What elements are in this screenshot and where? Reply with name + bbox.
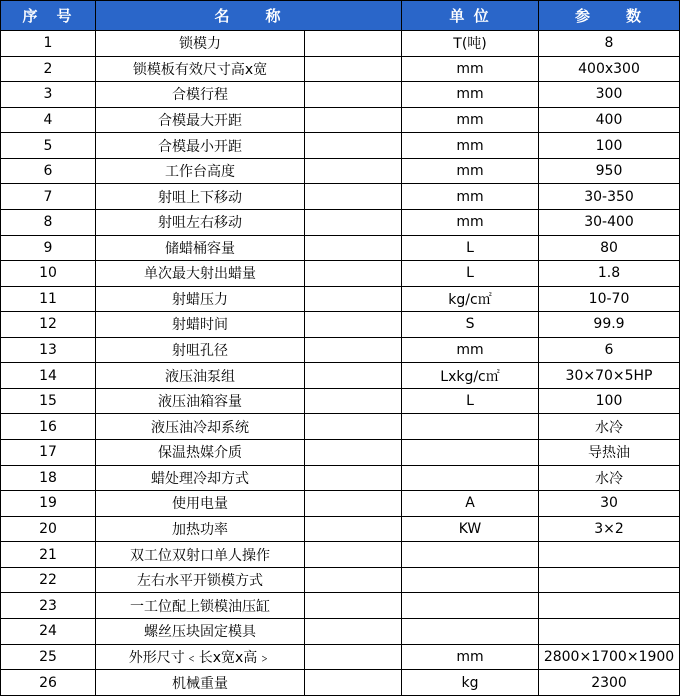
- row-param: 1.8: [539, 261, 680, 287]
- row-blank: [305, 209, 402, 235]
- row-param: 3×2: [539, 516, 680, 542]
- row-param: 2300: [539, 670, 680, 696]
- row-name: 外形尺寸﹤长x宽x高﹥: [96, 644, 305, 670]
- table-row: [1, 414, 680, 440]
- row-blank: [305, 491, 402, 517]
- row-blank: [305, 337, 402, 363]
- row-name: 蜡处理冷却方式: [96, 465, 305, 491]
- row-param: 80: [539, 235, 680, 261]
- row-name: 锁模力: [96, 31, 305, 57]
- row-unit: mm: [402, 133, 539, 159]
- row-blank: [305, 56, 402, 82]
- row-unit: mm: [402, 644, 539, 670]
- table-row: [1, 567, 680, 593]
- header-unit: 单 位: [402, 1, 539, 31]
- row-number: 22: [1, 567, 96, 593]
- row-unit: kg/c㎡: [402, 286, 539, 312]
- row-name: 螺丝压块固定模具: [96, 618, 305, 644]
- row-blank: [305, 235, 402, 261]
- row-number: 24: [1, 618, 96, 644]
- row-name: 液压油冷却系统: [96, 414, 305, 440]
- row-name: 单次最大射出蜡量: [96, 261, 305, 287]
- row-blank: [305, 261, 402, 287]
- header-name: 名 称: [96, 1, 402, 31]
- row-param: 100: [539, 388, 680, 414]
- row-unit: [402, 542, 539, 568]
- row-number: 17: [1, 440, 96, 466]
- table-row: [1, 133, 680, 159]
- row-unit: [402, 618, 539, 644]
- row-unit: KW: [402, 516, 539, 542]
- table-row: [1, 440, 680, 466]
- row-unit: [402, 593, 539, 619]
- row-blank: [305, 516, 402, 542]
- row-param: 10-70: [539, 286, 680, 312]
- row-number: 4: [1, 107, 96, 133]
- row-unit: mm: [402, 107, 539, 133]
- table-row: [1, 107, 680, 133]
- row-unit: mm: [402, 337, 539, 363]
- row-param: 水冷: [539, 465, 680, 491]
- row-blank: [305, 184, 402, 210]
- row-param: 2800×1700×1900: [539, 644, 680, 670]
- row-blank: [305, 593, 402, 619]
- row-number: 6: [1, 158, 96, 184]
- row-number: 16: [1, 414, 96, 440]
- row-unit: [402, 414, 539, 440]
- row-number: 21: [1, 542, 96, 568]
- table-row: [1, 235, 680, 261]
- row-unit: L: [402, 388, 539, 414]
- row-unit: mm: [402, 158, 539, 184]
- row-number: 9: [1, 235, 96, 261]
- row-unit: mm: [402, 209, 539, 235]
- row-name: 一工位配上锁模油压缸: [96, 593, 305, 619]
- row-name: 射蜡压力: [96, 286, 305, 312]
- table-row: [1, 286, 680, 312]
- row-number: 12: [1, 312, 96, 338]
- row-number: 25: [1, 644, 96, 670]
- row-unit: Lxkg/c㎡: [402, 363, 539, 389]
- row-param: 300: [539, 82, 680, 108]
- row-blank: [305, 465, 402, 491]
- row-number: 10: [1, 261, 96, 287]
- row-name: 左右水平开锁模方式: [96, 567, 305, 593]
- row-unit: S: [402, 312, 539, 338]
- row-number: 19: [1, 491, 96, 517]
- row-param: 6: [539, 337, 680, 363]
- table-row: [1, 618, 680, 644]
- table-row: [1, 82, 680, 108]
- row-param: 400: [539, 107, 680, 133]
- table-row: [1, 644, 680, 670]
- row-name: 使用电量: [96, 491, 305, 517]
- row-param: 水冷: [539, 414, 680, 440]
- row-param: 99.9: [539, 312, 680, 338]
- table-row: [1, 261, 680, 287]
- spec-body: [1, 31, 680, 696]
- row-number: 13: [1, 337, 96, 363]
- row-unit: mm: [402, 56, 539, 82]
- row-number: 20: [1, 516, 96, 542]
- row-blank: [305, 440, 402, 466]
- row-number: 26: [1, 670, 96, 696]
- row-param: 400x300: [539, 56, 680, 82]
- table-row: [1, 337, 680, 363]
- table-row: [1, 363, 680, 389]
- row-blank: [305, 644, 402, 670]
- row-name: 液压油箱容量: [96, 388, 305, 414]
- row-name: 合模最小开距: [96, 133, 305, 159]
- row-param: [539, 593, 680, 619]
- row-unit: A: [402, 491, 539, 517]
- header-no: 序 号: [1, 1, 96, 31]
- row-blank: [305, 670, 402, 696]
- table-row: [1, 465, 680, 491]
- row-blank: [305, 133, 402, 159]
- row-name: 射咀上下移动: [96, 184, 305, 210]
- row-unit: T(吨): [402, 31, 539, 57]
- row-number: 18: [1, 465, 96, 491]
- row-blank: [305, 388, 402, 414]
- row-blank: [305, 82, 402, 108]
- row-name: 合模行程: [96, 82, 305, 108]
- row-number: 11: [1, 286, 96, 312]
- row-param: 8: [539, 31, 680, 57]
- table-row: [1, 56, 680, 82]
- row-name: 加热功率: [96, 516, 305, 542]
- row-blank: [305, 158, 402, 184]
- row-number: 3: [1, 82, 96, 108]
- row-param: [539, 542, 680, 568]
- header-param: 参 数: [539, 1, 680, 31]
- row-param: 950: [539, 158, 680, 184]
- table-row: [1, 542, 680, 568]
- row-name: 机械重量: [96, 670, 305, 696]
- table-row: [1, 209, 680, 235]
- header-row: [1, 1, 680, 31]
- row-number: 8: [1, 209, 96, 235]
- row-blank: [305, 414, 402, 440]
- table-row: [1, 670, 680, 696]
- row-param: 30-400: [539, 209, 680, 235]
- row-unit: [402, 567, 539, 593]
- row-blank: [305, 312, 402, 338]
- row-number: 14: [1, 363, 96, 389]
- row-number: 7: [1, 184, 96, 210]
- table-row: [1, 31, 680, 57]
- row-unit: kg: [402, 670, 539, 696]
- table-row: [1, 388, 680, 414]
- table-row: [1, 593, 680, 619]
- row-name: 锁模板有效尺寸高x宽: [96, 56, 305, 82]
- table-row: [1, 184, 680, 210]
- row-name: 射咀孔径: [96, 337, 305, 363]
- row-number: 15: [1, 388, 96, 414]
- row-name: 保温热媒介质: [96, 440, 305, 466]
- row-unit: mm: [402, 184, 539, 210]
- row-blank: [305, 542, 402, 568]
- row-number: 5: [1, 133, 96, 159]
- row-unit: [402, 440, 539, 466]
- row-blank: [305, 286, 402, 312]
- row-unit: [402, 465, 539, 491]
- row-unit: L: [402, 235, 539, 261]
- row-unit: mm: [402, 82, 539, 108]
- row-param: 100: [539, 133, 680, 159]
- row-number: 1: [1, 31, 96, 57]
- row-param: [539, 618, 680, 644]
- row-param: 30×70×5HP: [539, 363, 680, 389]
- row-number: 2: [1, 56, 96, 82]
- row-blank: [305, 363, 402, 389]
- row-name: 储蜡桶容量: [96, 235, 305, 261]
- row-name: 双工位双射口单人操作: [96, 542, 305, 568]
- row-name: 工作台高度: [96, 158, 305, 184]
- row-blank: [305, 107, 402, 133]
- table-row: [1, 516, 680, 542]
- row-blank: [305, 618, 402, 644]
- row-blank: [305, 567, 402, 593]
- row-number: 23: [1, 593, 96, 619]
- row-name: 射蜡时间: [96, 312, 305, 338]
- row-name: 液压油泵组: [96, 363, 305, 389]
- row-param: 30-350: [539, 184, 680, 210]
- row-blank: [305, 31, 402, 57]
- table-row: [1, 491, 680, 517]
- table-row: [1, 158, 680, 184]
- row-name: 射咀左右移动: [96, 209, 305, 235]
- row-name: 合模最大开距: [96, 107, 305, 133]
- row-param: 30: [539, 491, 680, 517]
- row-param: [539, 567, 680, 593]
- table-row: [1, 312, 680, 338]
- row-param: 导热油: [539, 440, 680, 466]
- row-unit: L: [402, 261, 539, 287]
